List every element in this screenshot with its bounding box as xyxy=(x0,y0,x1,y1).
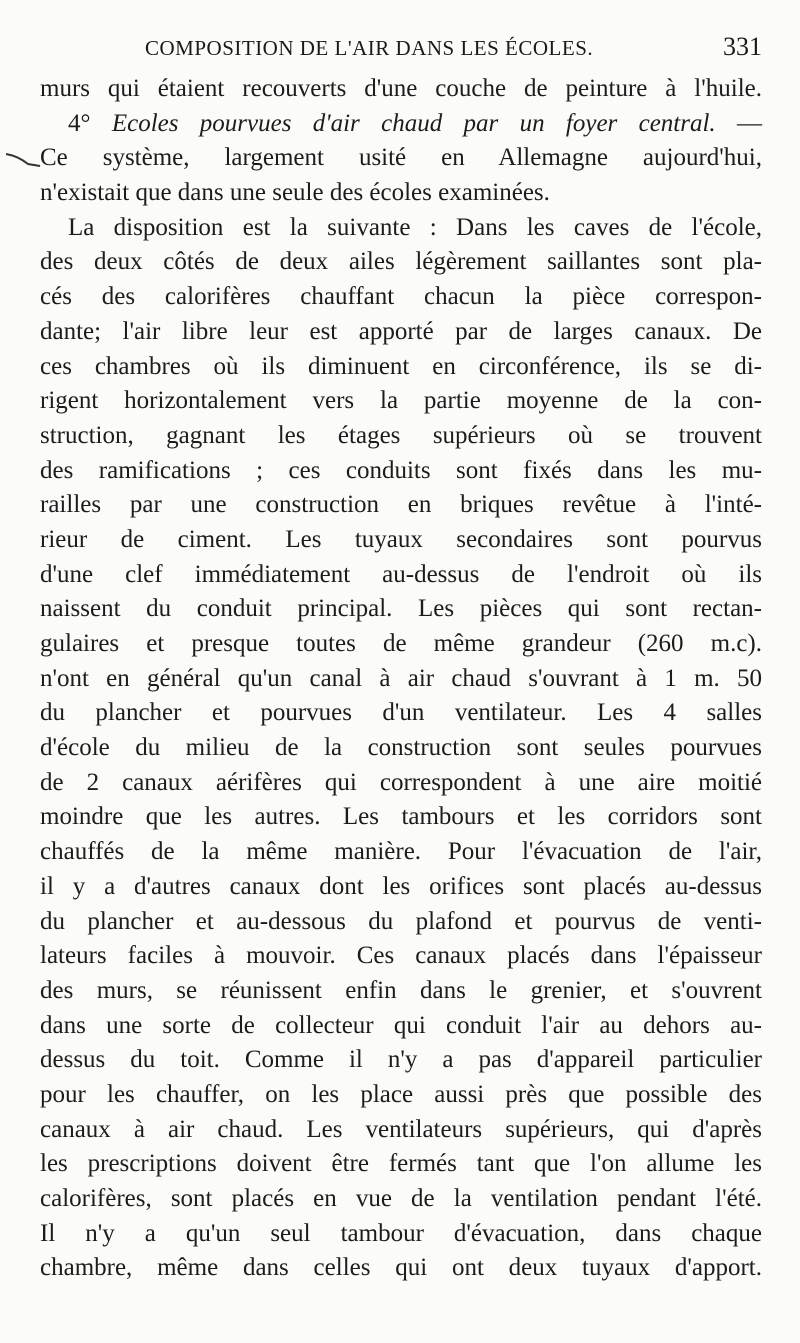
text-line: des murs, se réunissent enfin dans le grenier, et s'ouvrent xyxy=(40,976,762,1004)
text-line: dans une sorte de collecteur qui conduit l'air au dehors au- xyxy=(40,1011,762,1039)
body-text xyxy=(40,72,762,1286)
text-line: n'existait que dans une seule des écoles examinées. xyxy=(40,179,550,207)
running-head-title: COMPOSITION DE L'AIR DANS LES ÉCOLES. xyxy=(145,36,594,60)
text-line: moindre que les autres. Les tambours et les corridors sont xyxy=(40,803,762,831)
text-line: d'une clef immédiatement au-dessus de l'endroit où ils xyxy=(40,560,762,588)
text-line: chauffés de la même manière. Pour l'évacuation de l'air, xyxy=(40,838,762,866)
text-line: Il n'y a qu'un seul tambour d'évacuation, dans chaque xyxy=(40,1219,762,1247)
running-head xyxy=(40,28,762,68)
text-line: pour les chauffer, on les place aussi près que possible des xyxy=(40,1080,762,1108)
text-line: il y a d'autres canaux dont les orifices sont placés au-dessus xyxy=(40,872,762,900)
section-heading: Ecoles pourvues d'air chaud par un foyer central. xyxy=(111,109,716,137)
text-line: rieur de ciment. Les tuyaux secondaires sont pourvus xyxy=(40,525,762,553)
text-line: Ce système, largement usité en Allemagne aujourd'hui, xyxy=(40,144,762,172)
text-line: des deux côtés de deux ailes légèrement saillantes sont pla- xyxy=(40,248,762,276)
text-line: n'ont en général qu'un canal à air chaud s'ouvrant à 1 m. 50 xyxy=(40,664,762,692)
section-number: 4° xyxy=(68,109,112,137)
margin-mark-icon xyxy=(4,150,42,170)
text-line: des ramifications ; ces conduits sont fixés dans les mu- xyxy=(40,456,762,484)
page-number: 331 xyxy=(723,32,762,61)
text-line: struction, gagnant les étages supérieurs où se trouvent xyxy=(40,421,762,449)
text-line: d'école du milieu de la construction sont seules pourvues xyxy=(40,734,762,762)
text-line: rigent horizontalement vers la partie moyenne de la con- xyxy=(40,387,762,415)
text-line: chambre, même dans celles qui ont deux tuyaux d'apport. xyxy=(40,1254,762,1282)
text-line: les prescriptions doivent être fermés tant que l'on allume les xyxy=(40,1150,762,1178)
paragraph-start-line: La disposition est la suivante : Dans les caves de l'école, xyxy=(68,213,762,241)
section-heading-line xyxy=(40,107,762,142)
text-line: cés des calorifères chauffant chacun la pièce correspon- xyxy=(40,283,762,311)
text-line: du plancher et pourvues d'un ventilateur. Les 4 salles xyxy=(40,699,762,727)
text-line: de 2 canaux aérifères qui correspondent à une aire moitié xyxy=(40,768,762,796)
text-line: du plancher et au-dessous du plafond et pourvus de venti- xyxy=(40,907,762,935)
text-line: canaux à air chaud. Les ventilateurs supérieurs, qui d'après xyxy=(40,1115,762,1143)
text-line: murs qui étaient recouverts d'une couche de peinture à l'huile. xyxy=(40,75,762,102)
text-line: ces chambres où ils diminuent en circonférence, ils se di- xyxy=(40,352,762,380)
em-dash: — xyxy=(715,109,762,137)
text-line: railles par une construction en briques revêtue à l'inté- xyxy=(40,491,762,519)
text-line: naissent du conduit principal. Les pièces qui sont rectan- xyxy=(40,595,762,623)
text-line: calorifères, sont placés en vue de la ventilation pendant l'été. xyxy=(40,1185,762,1212)
text-line: dante; l'air libre leur est apporté par de larges canaux. De xyxy=(40,317,762,345)
text-line: dessus du toit. Comme il n'y a pas d'appareil particulier xyxy=(40,1046,762,1074)
text-line: gulaires et presque toutes de même grandeur (260 m.c). xyxy=(40,630,762,657)
text-line: lateurs faciles à mouvoir. Ces canaux placés dans l'épaisseur xyxy=(40,942,762,970)
